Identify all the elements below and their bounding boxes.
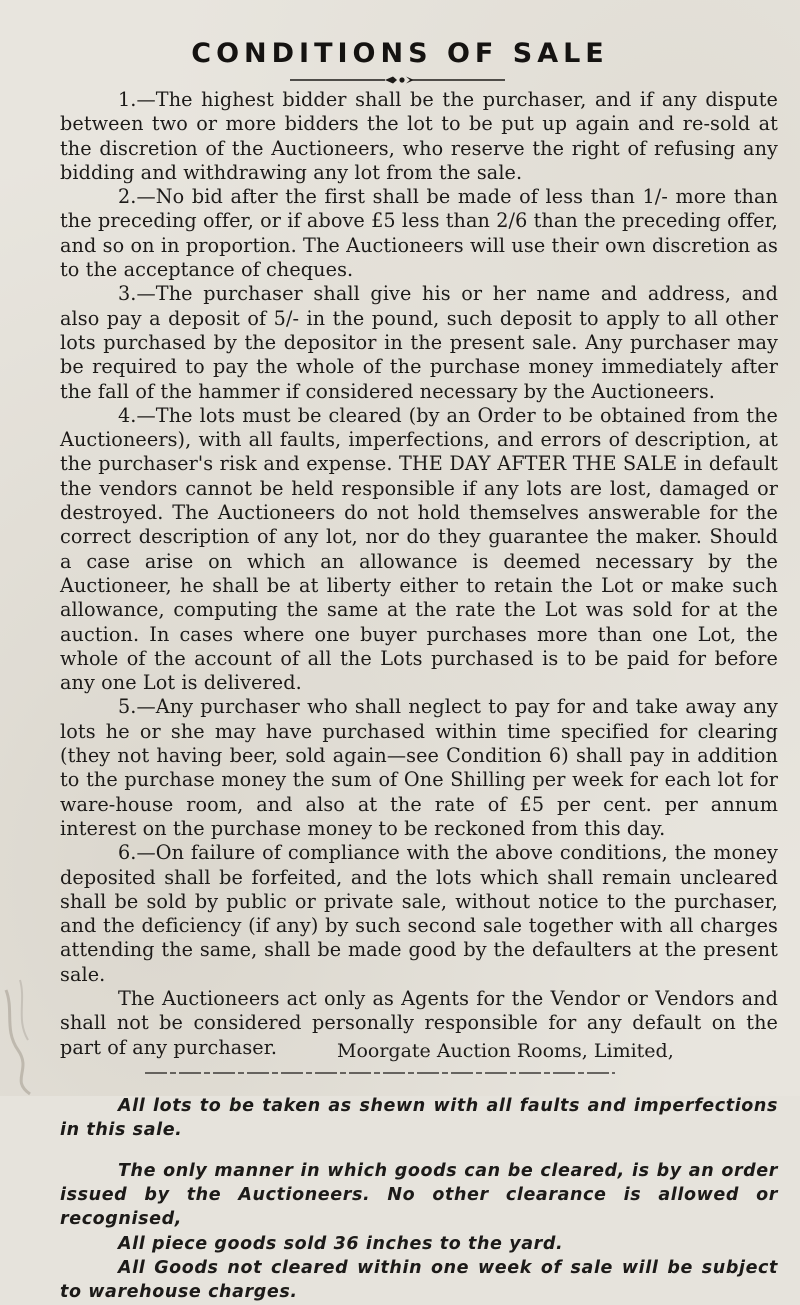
- page-title: CONDITIONS OF SALE: [191, 38, 609, 69]
- margin-stain: [0, 960, 60, 1096]
- condition-6: 6.—On failure of compliance with the above conditions, the money deposited shall be forfeited, and the lots which shall remain uncleared shall be sold by public or private sale, without notice to the purchaser, and the deficiency (if any) by such second sale together with all charges attending the same, shall be made good by the defaulters at the present sale.: [60, 841, 778, 986]
- notice-warehouse: All Goods not cleared within one week of sale will be subject to warehouse charges.: [60, 1257, 778, 1303]
- condition-1: 1.—The highest bidder shall be the purchaser, and if any dispute between two or more bidders the lot to be put up again and re-sold at the discretion of the Auctioneers, who reserve the right of refusing any bidding and withdrawing any lot from the sale.: [60, 88, 778, 184]
- signature-line: Moorgate Auction Rooms, Limited,: [337, 1040, 674, 1062]
- agents-clause: The Auctioneers act only as Agents for the Vendor or Vendors and shall not be considered personally responsible for any default on the part of any purchaser.: [60, 986, 778, 1059]
- notice-clearance: The only manner in which goods can be cleared, is by an order issued by the Auctioneers. No other clearance is allowed or recognised,: [60, 1160, 778, 1230]
- ornamental-rule: [290, 76, 505, 84]
- condition-3: 3.—The purchaser shall give his or her name and address, and also pay a deposit of 5/- in the pound, such deposit to apply to all other lots purchased by the depositor in the present sale. Any purchaser may be required to pay the whole of the purchase money immediately after the fall of the hammer if considered necessary by the Auctioneers.: [60, 282, 778, 403]
- notice-faults: All lots to be taken as shewn with all faults and imperfections in this sale.: [60, 1096, 778, 1141]
- condition-4: 4.—The lots must be cleared (by an Order to be obtained from the Auctioneers), with all faults, imperfections, and errors of description, at the purchaser's risk and expense. THE DAY AFTER THE SALE in default the vendors cannot be held responsible if any lots are lost, damaged or destroyed. The Auctioneers do not hold themselves answerable for the correct description of any lot, nor do they guarantee the maker. Should a case arise on which an allowance is deemed necessary by the Auctioneer, he shall be at liberty either to retain the Lot or make such allowance, computing the same at the rate the Lot was sold for at the auction. In cases where one buyer purchases more than one Lot, the whole of the account of all the Lots purchased is to be paid for before any one Lot is delivered.: [60, 403, 778, 695]
- condition-2: 2.—No bid after the first shall be made of less than 1/- more than the preceding offer, or if above £5 less than 2/6 than the preceding offer, and so on in proportion. The Auctioneers will use their own discretion as to the acceptance of cheques.: [60, 185, 778, 282]
- divider-rule: [145, 1070, 615, 1076]
- condition-5: 5.—Any purchaser who shall neglect to pay for and take away any lots he or she may have purchased within time specified for clearing (they not having beer, sold again—see Condition 6) shall pay in addition to the purchase money the sum of One Shilling per week for each lot for ware-house room, and also at the rate of £5 per cent. per annum interest on the purchase money to be reckoned from this day.: [60, 695, 778, 840]
- conditions-text: [60, 88, 778, 1305]
- notice-piece-goods: All piece goods sold 36 inches to the yard.: [118, 1233, 564, 1254]
